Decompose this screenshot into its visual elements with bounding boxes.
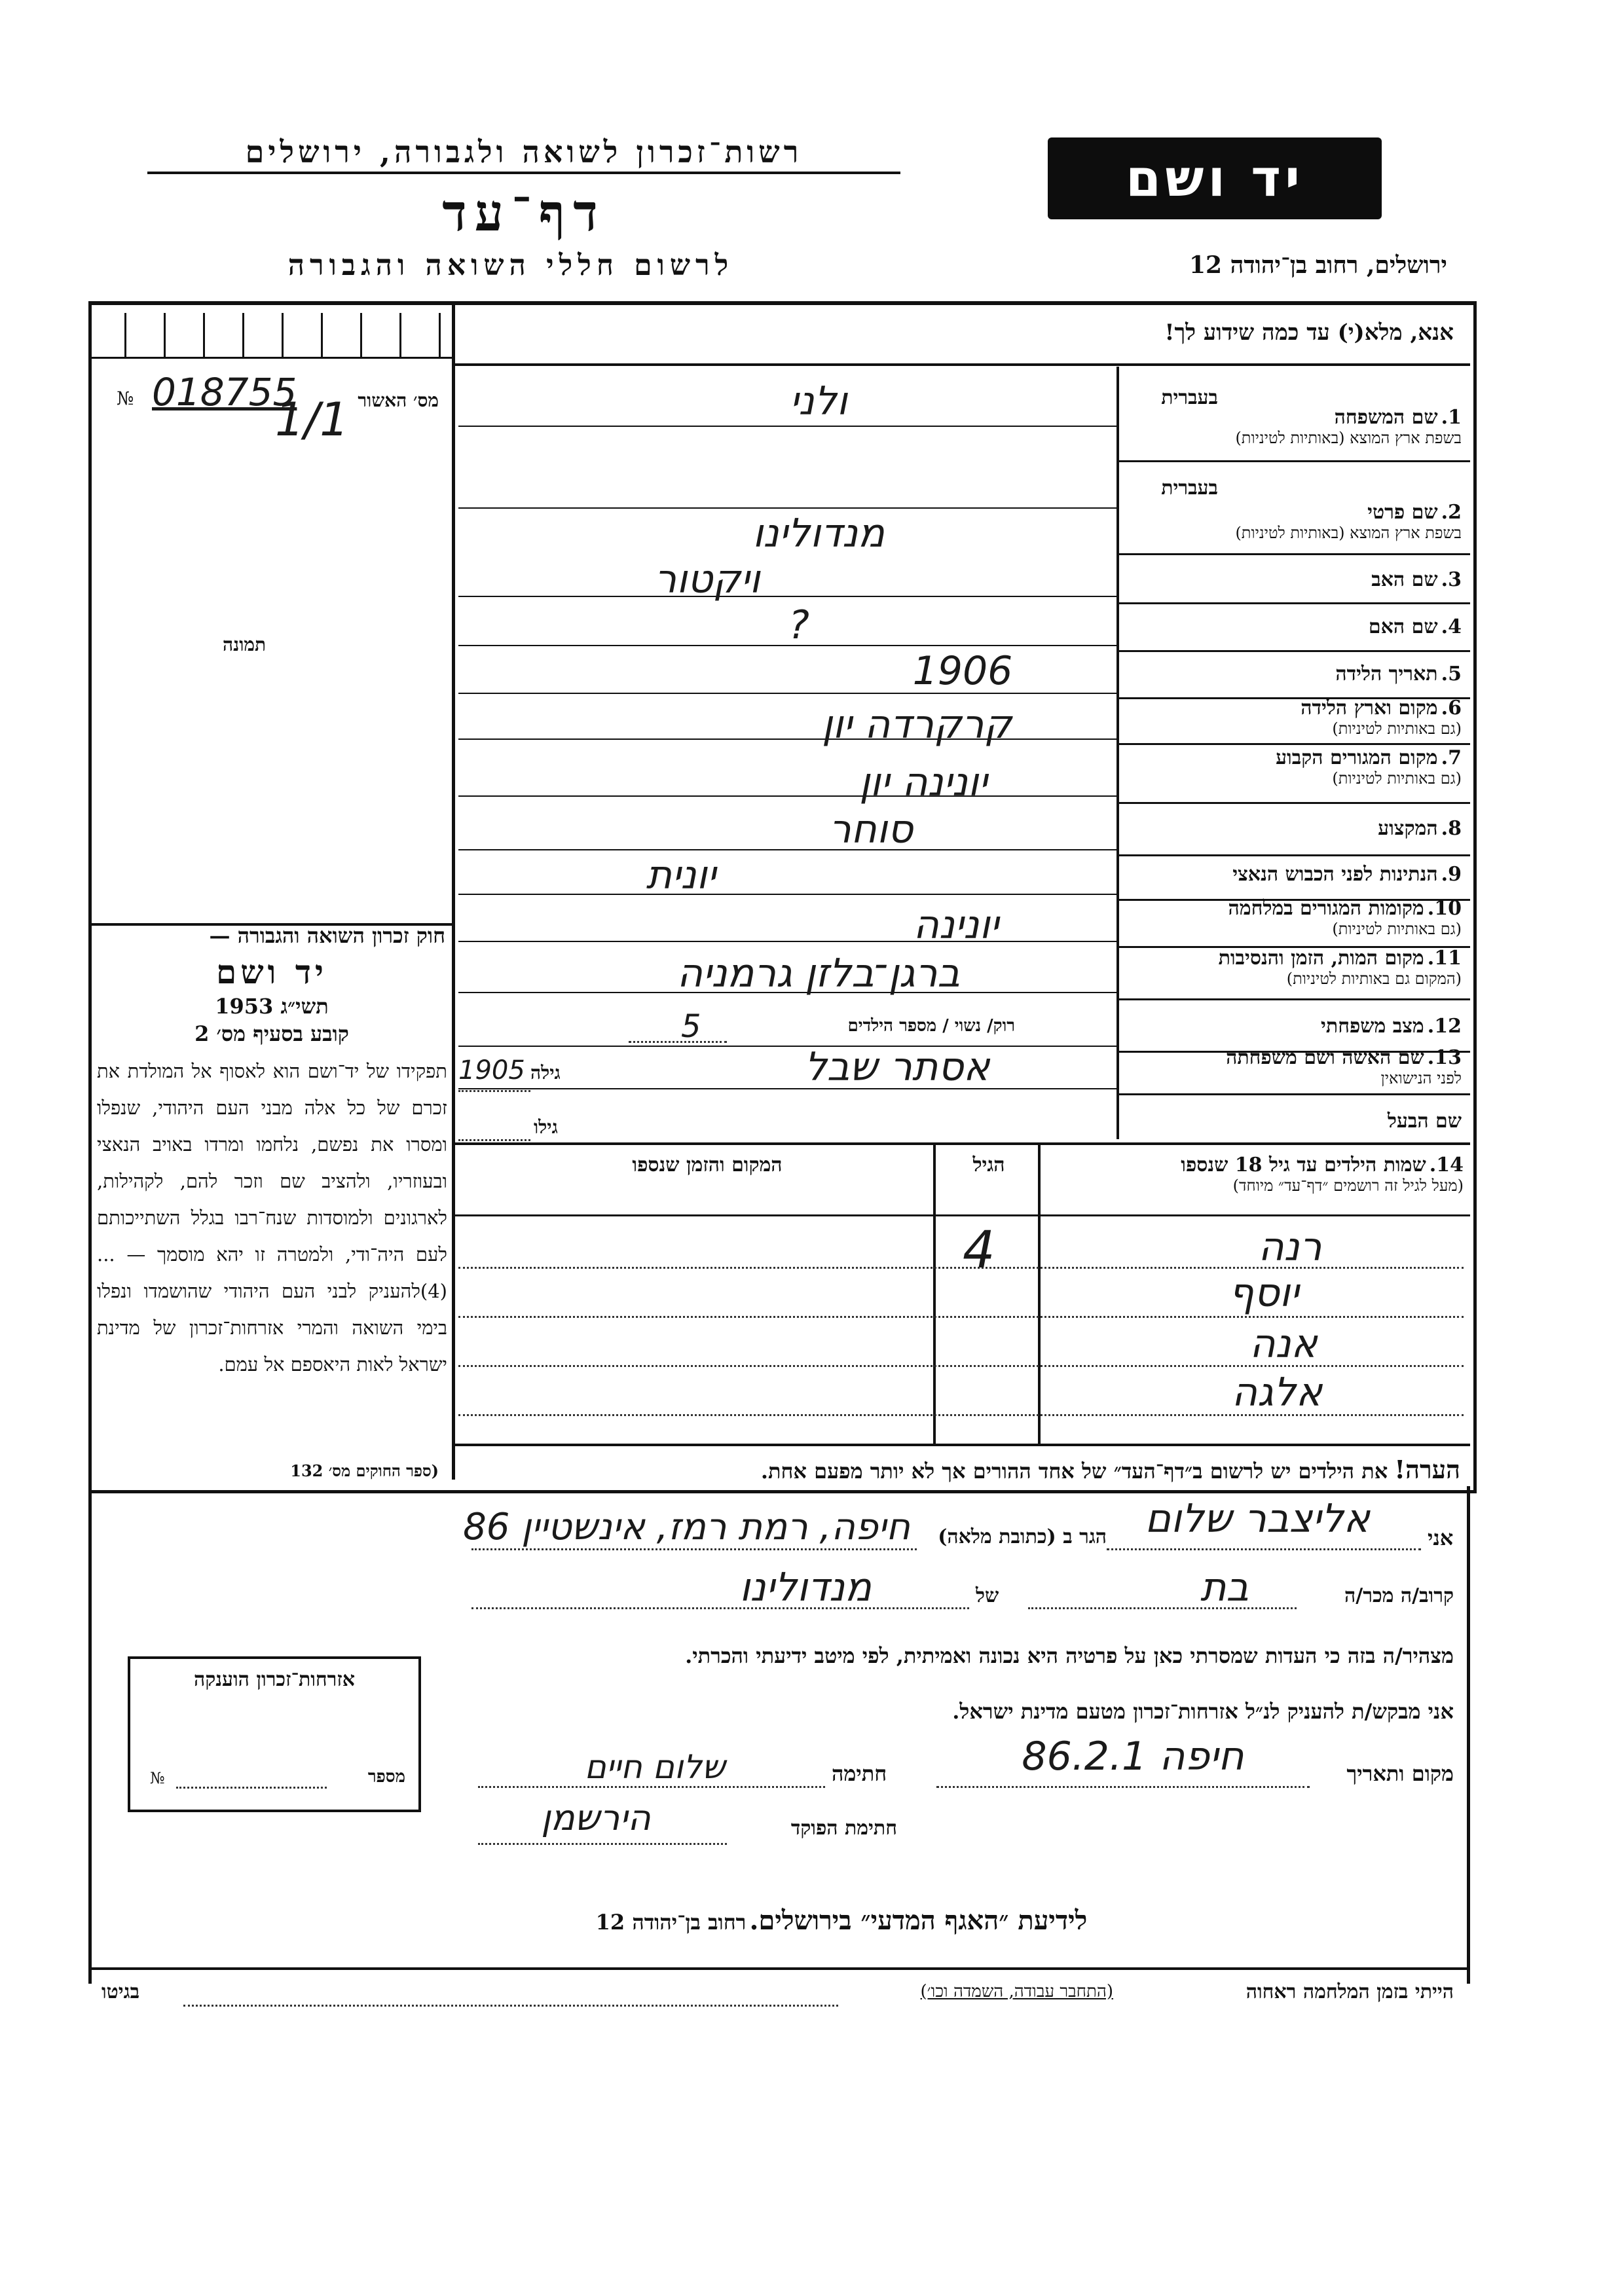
header-address: ירושלים, רחוב בן־יהודה 12 [1189,251,1447,279]
in-hebrew-label-2: בעברית [1161,477,1218,500]
official-dots [478,1843,727,1845]
field-7-value: יונינה יון [859,759,987,805]
place-date-dots [936,1786,1310,1788]
law-text: תפקידו של יד־ושם הוא לאסוף אל המולדת את זכרם של כל אלה מבני העם היהודי, שנפלו ומסרו את נפשם, נלחמו ומרדו באויב הנאצי ובעוזריו, ולהציב שם וזכר להם, לקהילות, לארגונים ולמוסדות שנח־רבו בגלל השתייכותם לעם היה־ודי, ולמטרה זו יהא מוסמך — ...(4)להעניק לבני העם היהודי שהושמדו ונפלו בימי השואה והמרי אזרחות־זכרון של מדינת ישראל לאות היאספם אל עמם. [97,1060,447,1376]
field-5-label: 5. תאריך הלידה [1335,663,1462,685]
official-label: חתימת הפוקד [790,1817,897,1840]
family-status-options: רוק/ נשוי / מספר הילדים [847,1016,1015,1036]
declaration-frame-right [1467,1486,1470,1984]
field-6-value: קרקרדה יון [821,702,1012,748]
children-count: 5 [681,1008,701,1045]
footer-divider [92,1967,1467,1970]
children-col-divider-1 [1038,1145,1041,1446]
law-name: יד ושם [216,953,327,991]
form-subtitle: לרשום חללי השואה והגבורה [287,249,734,282]
note-row-top [455,1444,1470,1446]
approval-label: מס׳ האשור [358,390,439,411]
law-title: חוק זכרון השואה והגבורה — [209,923,445,948]
children-header-line [455,1214,1470,1216]
approval-mark: 1/1 [275,393,349,446]
yad-vashem-logo: יד ושם [1048,137,1382,219]
field-10-label: 10. מקומות המגורים במלחמה (גם באותיות לטיניות) [1228,897,1462,938]
wife-age-label: גילה [530,1062,561,1084]
declarant-name-dots [1107,1548,1421,1550]
field-11-value: ברגן־בלזן גרמניה [676,951,961,996]
left-column-divider [452,304,455,1480]
of-label: של [976,1584,999,1607]
label-column-divider [1116,367,1119,1139]
law-section: קובע בסעיף מס׳ 2 [194,1021,349,1046]
field-3-value: ויקטור [654,556,760,602]
instruction-separator [455,363,1470,366]
children-place-column-header: המקום והזמן שנספו [632,1154,783,1176]
law-year: תשי״ג 1953 [215,994,329,1019]
relation-label: קרוב/ה מכר/ה [1344,1584,1454,1607]
form-instruction: אנא, מלא(י) עד כמה שידוע לך! [1164,319,1454,346]
children-age-column-header: הגיל [972,1154,1005,1176]
children-count-dots [629,1041,727,1043]
wife-age-value: 1905 [458,1055,525,1085]
field-9-label: 9. הנתינות לפני הכבוש הנאצי [1232,863,1462,886]
field-1-label: 1. שם המשפחה בשפת ארץ המוצא (באותיות לטיניות) [1235,406,1462,447]
declarant-address: חיפה, רמת רמז, אינשטיין 86 [463,1506,910,1548]
field-8-value: סוחר [828,807,913,852]
law-source-1: (ספר החוקים מס׳ 132 [290,1461,439,1480]
footer-line-start: הייתי בזמן המלחמה ראחוה [1246,1980,1454,2003]
citizenship-box [128,1656,421,1812]
declaration-request: אני מבקש/ת להעניק לנ״ל אזרחות־זכרון מטעם מדינת ישראל. [952,1699,1454,1724]
field-8-label: 8. המקצוע [1378,817,1462,840]
approval-number-value: 018755 [152,370,297,414]
signature-dots [478,1786,825,1788]
husband-age-dots [458,1139,530,1141]
citizenship-number-label: מספר [367,1767,405,1787]
relation-of-value: מנדולינו [739,1565,872,1611]
husband-label: שם הבעל [1387,1110,1462,1133]
footer-line-dots [183,2005,838,2007]
gar-label: הגר ב (כתובת מלאה) [938,1525,1107,1548]
field-1-value: ולני [790,378,847,424]
field-5-value: 1906 [912,648,1013,694]
citizenship-no-sign: № [150,1769,165,1787]
place-date-label: מקום ותאריך [1346,1761,1454,1786]
official-signature: הירשמן [541,1797,651,1838]
field-4-label: 4. שם האם [1368,615,1462,638]
child-4-name: אלגה [1231,1370,1323,1415]
husband-age-label: גילו [534,1116,558,1138]
children-header-label: 14. שמות הילדים עד גיל 18 שנספו (מעל לגיל זה רושמים ״דף־עד״ מיוחד) [1181,1154,1464,1195]
note-label: הערה! [1394,1455,1460,1484]
approval-no-sign: № [117,388,134,409]
children-col-divider-2 [933,1145,936,1446]
field-10-value: יונינה [913,902,999,948]
citizenship-box-title: אזרחות־זכרון הוענקה [193,1668,356,1691]
citizenship-number-dots [176,1787,327,1789]
signature-label: חתימה [832,1761,887,1786]
child-3-name: אנה [1249,1321,1318,1367]
declaration-statement: מצהיר/ה בזה כי העדות שמסרתי כאן על פרטיה היא נכונה ואמיתית, לפי מיטב ידיעתי והכרתי. [685,1643,1454,1668]
field-3-label: 3. שם האב [1371,568,1462,591]
field-7-label: 7. מקום המגורים הקבוע (גם באותיות לטיניות) [1276,746,1462,788]
declaration-frame-left [88,1486,92,1984]
field-9-value: יונית [646,852,716,898]
footer-line-mid: (התחבר עבודה, השמדה וכו׳) [920,1982,1113,2001]
note-text: את הילדים יש לרשום ב״דף־העד״ של אחד ההורים אך לא יותר מפעם אחת. [760,1459,1388,1484]
field-12-label: 12. מצב משפחתי [1321,1015,1462,1038]
footer-notice: לידיעת ״האגף המדעי״ בירושלים. רחוב בן־יהודה 12 [595,1905,1088,1936]
field-13-label: 13. שם האשה ושם משפחתה לפני הנישואין [1226,1046,1462,1087]
declarant-name: אליצבר שלום [1145,1496,1370,1542]
authority-line: רשות־זכרון לשואה ולגבורה, ירושלים [245,134,803,170]
in-hebrew-label-1: בעברית [1161,386,1218,409]
signature-value: שלום חיים [584,1748,726,1786]
authority-underline [147,172,900,174]
child-1-name: רנה [1258,1224,1322,1270]
form-title: דף־עד [442,183,606,243]
field-6-label: 6. מקום וארץ הלידה (גם באותיות לטיניות) [1301,697,1462,738]
note [498,1455,1460,1485]
field-11-label: 11. מקום המות, הזמן והנסיבות (המקום גם באותיות לטיניות) [1218,947,1462,988]
field-4-value: ? [788,602,809,648]
relation-dots [1028,1607,1297,1609]
footer-line-end: בגיטו [101,1980,140,2003]
declarant-address-dots [471,1548,917,1550]
relation-of-dots [471,1607,969,1609]
field-2-label: 2. שם פרטי בשפת ארץ המוצא (באותיות לטיניות) [1235,501,1462,542]
child-2-name: יוסף [1228,1270,1299,1316]
child-age-mark: 4 [963,1221,995,1280]
field-13-value: אסתר שבל [804,1044,990,1090]
place-date-value: חיפה 86.2.1 [1022,1734,1244,1779]
relation-value: בת [1200,1565,1249,1611]
wife-age-dots [458,1090,530,1092]
field-2-value: מנדולינו [752,511,885,556]
photo-label: תמונה [223,634,267,655]
declaration-ani: אני [1428,1525,1454,1550]
